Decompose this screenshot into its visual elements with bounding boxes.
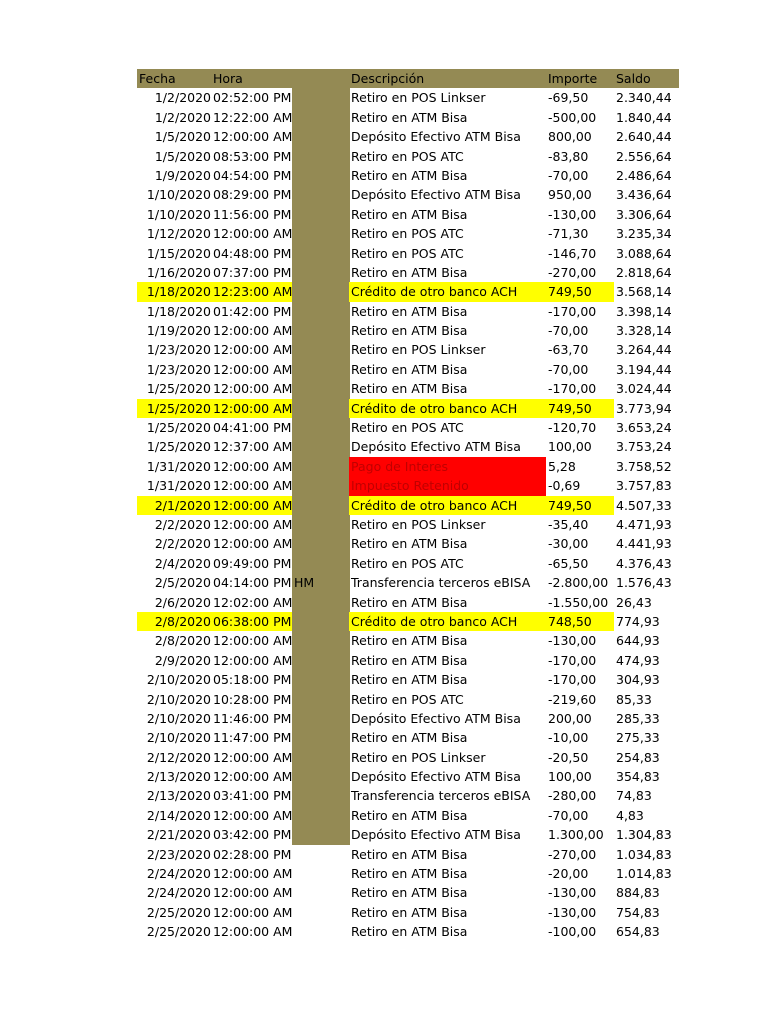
cell-saldo: 26,43 xyxy=(616,594,652,610)
cell-importe: 100,00 xyxy=(548,439,592,455)
cell-importe: -130,00 xyxy=(548,206,597,222)
cell-descripcion: Retiro en POS Linkser xyxy=(351,516,486,532)
cell-hora: 12:00:00 AM xyxy=(213,361,293,377)
table-row xyxy=(137,806,679,825)
cell-fecha: 2/1/2020 xyxy=(154,497,211,513)
table-row xyxy=(137,302,679,321)
cell-hora: 04:54:00 PM xyxy=(213,167,292,183)
cell-hora: 12:00:00 AM xyxy=(213,749,293,765)
cell-fecha: 2/24/2020 xyxy=(146,885,211,901)
header-row xyxy=(137,69,679,88)
cell-hora: 12:23:00 AM xyxy=(213,284,293,300)
cell-hora: 09:49:00 PM xyxy=(213,555,292,571)
cell-fecha: 1/25/2020 xyxy=(146,400,211,416)
cell-fecha: 2/12/2020 xyxy=(146,749,211,765)
cell-saldo: 4.507,33 xyxy=(616,497,672,513)
cell-fecha: 2/9/2020 xyxy=(154,652,211,668)
cell-hora: 12:00:00 AM xyxy=(213,478,293,494)
cell-fecha: 2/8/2020 xyxy=(154,613,211,629)
cell-saldo: 3.436,64 xyxy=(616,187,672,203)
cell-descripcion: Depósito Efectivo ATM Bisa xyxy=(351,439,521,455)
cell-descripcion: Retiro en ATM Bisa xyxy=(351,652,468,668)
cell-descripcion: Retiro en POS Linkser xyxy=(351,342,486,358)
cell-fecha: 1/15/2020 xyxy=(146,245,211,261)
cell-saldo: 3.753,24 xyxy=(616,439,672,455)
cell-saldo: 3.306,64 xyxy=(616,206,672,222)
cell-fecha: 1/10/2020 xyxy=(146,187,211,203)
cell-descripcion: Crédito de otro banco ACH xyxy=(351,497,518,513)
cell-importe: -120,70 xyxy=(548,420,597,436)
cell-descripcion: Depósito Efectivo ATM Bisa xyxy=(351,769,521,785)
cell-descripcion: Retiro en ATM Bisa xyxy=(351,361,468,377)
cell-fecha: 1/25/2020 xyxy=(146,381,211,397)
cell-saldo: 474,93 xyxy=(616,652,660,668)
cell-descripcion: Retiro en POS ATC xyxy=(351,420,464,436)
cell-saldo: 2.556,64 xyxy=(616,148,672,164)
cell-importe: -500,00 xyxy=(548,109,597,125)
cell-fecha: 2/8/2020 xyxy=(154,633,211,649)
cell-descripcion: Transferencia terceros eBISA xyxy=(351,575,531,591)
cell-fecha: 2/23/2020 xyxy=(146,846,211,862)
cell-fecha: 2/10/2020 xyxy=(146,710,211,726)
cell-saldo: 4.471,93 xyxy=(616,516,672,532)
cell-importe: -130,00 xyxy=(548,904,597,920)
cell-hora: 12:00:00 AM xyxy=(213,807,293,823)
cell-saldo: 3.194,44 xyxy=(616,361,672,377)
cell-descripcion: Crédito de otro banco ACH xyxy=(351,400,518,416)
table-row xyxy=(137,515,679,534)
cell-descripcion: Retiro en ATM Bisa xyxy=(351,594,468,610)
cell-importe: -170,00 xyxy=(548,303,597,319)
table-row xyxy=(137,903,679,922)
cell-fecha: 1/19/2020 xyxy=(146,323,211,339)
cell-fecha: 2/21/2020 xyxy=(146,827,211,843)
cell-descripcion: Retiro en ATM Bisa xyxy=(351,303,468,319)
cell-hora: 05:18:00 PM xyxy=(213,672,292,688)
cell-importe: -280,00 xyxy=(548,788,597,804)
cell-importe: -70,00 xyxy=(548,361,589,377)
cell-saldo: 3.758,52 xyxy=(616,458,672,474)
cell-saldo: 4,83 xyxy=(616,807,644,823)
cell-fecha: 2/6/2020 xyxy=(154,594,211,610)
table-row xyxy=(137,399,679,418)
header-hora: Hora xyxy=(213,71,243,86)
cell-saldo: 85,33 xyxy=(616,691,652,707)
cell-hora: 12:00:00 AM xyxy=(213,904,293,920)
cell-saldo: 2.640,44 xyxy=(616,129,672,145)
table-row xyxy=(137,728,679,747)
cell-importe: 5,28 xyxy=(548,458,576,474)
cell-hora: 12:00:00 AM xyxy=(213,516,293,532)
cell-hora: 12:00:00 AM xyxy=(213,400,293,416)
cell-descripcion: Retiro en ATM Bisa xyxy=(351,264,468,280)
table-row xyxy=(137,166,679,185)
cell-importe: -71,30 xyxy=(548,226,589,242)
cell-importe: -130,00 xyxy=(548,885,597,901)
cell-importe: -70,00 xyxy=(548,807,589,823)
table-row xyxy=(137,690,679,709)
cell-hora: 12:00:00 AM xyxy=(213,497,293,513)
cell-saldo: 3.398,14 xyxy=(616,303,672,319)
cell-importe: -69,50 xyxy=(548,90,589,106)
header-descripcion: Descripción xyxy=(351,71,425,86)
cell-importe: -170,00 xyxy=(548,672,597,688)
cell-hora: 06:38:00 PM xyxy=(213,613,292,629)
cell-descripcion: Pago de Interes xyxy=(351,458,449,474)
cell-importe: -30,00 xyxy=(548,536,589,552)
cell-hora: 12:00:00 AM xyxy=(213,342,293,358)
cell-importe: -20,00 xyxy=(548,866,589,882)
cell-descripcion: Retiro en ATM Bisa xyxy=(351,730,468,746)
table-row xyxy=(137,108,679,127)
table-row xyxy=(137,786,679,805)
cell-saldo: 3.088,64 xyxy=(616,245,672,261)
cell-saldo: 285,33 xyxy=(616,710,660,726)
table-row xyxy=(137,825,679,844)
cell-descripcion: Retiro en ATM Bisa xyxy=(351,807,468,823)
cell-importe: -10,00 xyxy=(548,730,589,746)
cell-importe: -170,00 xyxy=(548,652,597,668)
table-row xyxy=(137,185,679,204)
cell-fecha: 1/2/2020 xyxy=(154,90,211,106)
table-row xyxy=(137,767,679,786)
table-row xyxy=(137,845,679,864)
table-row xyxy=(137,554,679,573)
cell-fecha: 2/13/2020 xyxy=(146,788,211,804)
cell-fecha: 1/31/2020 xyxy=(146,478,211,494)
cell-saldo: 3.328,14 xyxy=(616,323,672,339)
cell-descripcion: Crédito de otro banco ACH xyxy=(351,284,518,300)
cell-hora: 08:29:00 PM xyxy=(213,187,292,203)
cell-fecha: 1/5/2020 xyxy=(154,148,211,164)
cell-importe: -35,40 xyxy=(548,516,589,532)
cell-saldo: 644,93 xyxy=(616,633,660,649)
cell-descripcion: Retiro en ATM Bisa xyxy=(351,672,468,688)
cell-importe: -70,00 xyxy=(548,323,589,339)
cell-fecha: 1/31/2020 xyxy=(146,458,211,474)
header-importe: Importe xyxy=(548,71,598,86)
cell-importe: -70,00 xyxy=(548,167,589,183)
cell-descripcion: Depósito Efectivo ATM Bisa xyxy=(351,187,521,203)
cell-saldo: 1.576,43 xyxy=(616,575,672,591)
cell-fecha: 1/23/2020 xyxy=(146,342,211,358)
cell-saldo: 1.304,83 xyxy=(616,827,672,843)
cell-importe: -270,00 xyxy=(548,264,597,280)
cell-saldo: 304,93 xyxy=(616,672,660,688)
table-row xyxy=(137,282,679,301)
cell-hora: 03:42:00 PM xyxy=(213,827,292,843)
cell-fecha: 2/2/2020 xyxy=(154,516,211,532)
cell-fecha: 2/10/2020 xyxy=(146,672,211,688)
cell-descripcion: Depósito Efectivo ATM Bisa xyxy=(351,129,521,145)
cell-descripcion: Retiro en POS ATC xyxy=(351,245,464,261)
cell-saldo: 3.024,44 xyxy=(616,381,672,397)
table-row xyxy=(137,670,679,689)
cell-fecha: 1/2/2020 xyxy=(154,109,211,125)
cell-saldo: 4.376,43 xyxy=(616,555,672,571)
cell-saldo: 1.014,83 xyxy=(616,866,672,882)
cell-importe: -63,70 xyxy=(548,342,589,358)
cell-hora: 12:00:00 AM xyxy=(213,924,293,940)
cell-fecha: 1/9/2020 xyxy=(154,167,211,183)
cell-saldo: 3.653,24 xyxy=(616,420,672,436)
cell-importe: -1.550,00 xyxy=(548,594,609,610)
cell-hora: 12:00:00 AM xyxy=(213,536,293,552)
cell-fecha: 1/16/2020 xyxy=(146,264,211,280)
cell-hora: 10:28:00 PM xyxy=(213,691,292,707)
cell-saldo: 754,83 xyxy=(616,904,660,920)
table-row xyxy=(137,534,679,553)
cell-saldo: 2.818,64 xyxy=(616,264,672,280)
cell-importe: -219,60 xyxy=(548,691,597,707)
table-row xyxy=(137,476,679,495)
table-row xyxy=(137,651,679,670)
cell-hora: 04:41:00 PM xyxy=(213,420,292,436)
cell-descripcion: Depósito Efectivo ATM Bisa xyxy=(351,710,521,726)
cell-hora: 02:52:00 PM xyxy=(213,90,292,106)
cell-importe: 749,50 xyxy=(548,284,592,300)
cell-hora: 01:42:00 PM xyxy=(213,303,292,319)
cell-hora: 12:00:00 AM xyxy=(213,652,293,668)
cell-descripcion: Impuesto Retenido xyxy=(351,478,469,494)
cell-fecha: 1/10/2020 xyxy=(146,206,211,222)
cell-fecha: 2/10/2020 xyxy=(146,691,211,707)
cell-hora: 12:00:00 AM xyxy=(213,323,293,339)
cell-importe: 800,00 xyxy=(548,129,592,145)
cell-importe: -65,50 xyxy=(548,555,589,571)
cell-hora: 11:47:00 PM xyxy=(213,730,292,746)
table-row xyxy=(137,360,679,379)
cell-importe: 100,00 xyxy=(548,769,592,785)
table-row xyxy=(137,612,679,631)
cell-descripcion: Retiro en POS Linkser xyxy=(351,90,486,106)
cell-fecha: 2/25/2020 xyxy=(146,904,211,920)
cell-saldo: 254,83 xyxy=(616,749,660,765)
cell-hora: 04:14:00 PM xyxy=(213,575,292,591)
table-row xyxy=(137,631,679,650)
cell-importe: -130,00 xyxy=(548,633,597,649)
cell-fecha: 1/12/2020 xyxy=(146,226,211,242)
cell-hora: 12:00:00 AM xyxy=(213,226,293,242)
cell-importe: 749,50 xyxy=(548,497,592,513)
cell-fecha: 2/13/2020 xyxy=(146,769,211,785)
cell-saldo: 2.340,44 xyxy=(616,90,672,106)
cell-fecha: 1/18/2020 xyxy=(146,284,211,300)
table-row xyxy=(137,922,679,941)
cell-hora: 12:00:00 AM xyxy=(213,885,293,901)
cell-descripcion: Retiro en ATM Bisa xyxy=(351,167,468,183)
table-row xyxy=(137,864,679,883)
cell-importe: -83,80 xyxy=(548,148,589,164)
cell-hora: 12:37:00 AM xyxy=(213,439,293,455)
table-row xyxy=(137,205,679,224)
header-saldo: Saldo xyxy=(616,71,651,86)
cell-importe: -0,69 xyxy=(548,478,581,494)
cell-fecha: 1/18/2020 xyxy=(146,303,211,319)
cell-fecha: 2/4/2020 xyxy=(154,555,211,571)
table-row xyxy=(137,883,679,902)
cell-fecha: 1/25/2020 xyxy=(146,420,211,436)
table-row xyxy=(137,496,679,515)
cell-descripcion: Transferencia terceros eBISA xyxy=(351,788,531,804)
cell-descripcion: Retiro en ATM Bisa xyxy=(351,846,468,862)
cell-importe: 200,00 xyxy=(548,710,592,726)
cell-hora: 04:48:00 PM xyxy=(213,245,292,261)
cell-hora: 12:00:00 AM xyxy=(213,458,293,474)
rows-container xyxy=(137,88,679,941)
cell-descripcion: Retiro en POS ATC xyxy=(351,226,464,242)
cell-descripcion: Depósito Efectivo ATM Bisa xyxy=(351,827,521,843)
cell-fecha: 2/2/2020 xyxy=(154,536,211,552)
table-row xyxy=(137,321,679,340)
table-row xyxy=(137,709,679,728)
table-row xyxy=(137,244,679,263)
cell-fecha: 1/5/2020 xyxy=(154,129,211,145)
cell-importe: -146,70 xyxy=(548,245,597,261)
cell-importe: 950,00 xyxy=(548,187,592,203)
cell-importe: -2.800,00 xyxy=(548,575,609,591)
cell-descripcion: Retiro en ATM Bisa xyxy=(351,924,468,940)
table-row xyxy=(137,224,679,243)
cell-descripcion: Retiro en ATM Bisa xyxy=(351,206,468,222)
cell-descripcion: Retiro en POS ATC xyxy=(351,691,464,707)
cell-hora: 02:28:00 PM xyxy=(213,846,292,862)
cell-hora: 07:37:00 PM xyxy=(213,264,292,280)
cell-importe: 748,50 xyxy=(548,613,592,629)
cell-saldo: 275,33 xyxy=(616,730,660,746)
cell-importe: -270,00 xyxy=(548,846,597,862)
table-row xyxy=(137,437,679,456)
table-row xyxy=(137,457,679,476)
table-row xyxy=(137,748,679,767)
header-fecha: Fecha xyxy=(139,71,176,86)
cell-note: HM xyxy=(294,575,315,591)
cell-descripcion: Retiro en ATM Bisa xyxy=(351,536,468,552)
cell-hora: 03:41:00 PM xyxy=(213,788,292,804)
table-row xyxy=(137,573,679,592)
cell-hora: 12:00:00 AM xyxy=(213,633,293,649)
transactions-sheet xyxy=(137,69,679,942)
cell-fecha: 2/14/2020 xyxy=(146,807,211,823)
cell-saldo: 3.264,44 xyxy=(616,342,672,358)
cell-hora: 11:56:00 PM xyxy=(213,206,292,222)
cell-descripcion: Crédito de otro banco ACH xyxy=(351,613,518,629)
cell-hora: 12:00:00 AM xyxy=(213,769,293,785)
table-row xyxy=(137,418,679,437)
cell-saldo: 3.757,83 xyxy=(616,478,672,494)
table-row xyxy=(137,263,679,282)
cell-saldo: 654,83 xyxy=(616,924,660,940)
cell-importe: -100,00 xyxy=(548,924,597,940)
cell-saldo: 3.773,94 xyxy=(616,400,672,416)
table-row xyxy=(137,88,679,107)
cell-saldo: 354,83 xyxy=(616,769,660,785)
cell-descripcion: Retiro en ATM Bisa xyxy=(351,109,468,125)
cell-fecha: 2/5/2020 xyxy=(154,575,211,591)
cell-importe: 749,50 xyxy=(548,400,592,416)
cell-hora: 12:00:00 AM xyxy=(213,381,293,397)
cell-descripcion: Retiro en ATM Bisa xyxy=(351,381,468,397)
cell-fecha: 2/10/2020 xyxy=(146,730,211,746)
cell-hora: 12:02:00 AM xyxy=(213,594,293,610)
cell-hora: 12:22:00 AM xyxy=(213,109,293,125)
cell-descripcion: Retiro en POS ATC xyxy=(351,148,464,164)
table-row xyxy=(137,593,679,612)
cell-saldo: 1.840,44 xyxy=(616,109,672,125)
cell-hora: 11:46:00 PM xyxy=(213,710,292,726)
cell-saldo: 1.034,83 xyxy=(616,846,672,862)
cell-saldo: 3.235,34 xyxy=(616,226,672,242)
cell-saldo: 2.486,64 xyxy=(616,167,672,183)
cell-descripcion: Retiro en ATM Bisa xyxy=(351,633,468,649)
cell-descripcion: Retiro en ATM Bisa xyxy=(351,904,468,920)
cell-descripcion: Retiro en ATM Bisa xyxy=(351,866,468,882)
cell-fecha: 2/25/2020 xyxy=(146,924,211,940)
cell-hora: 12:00:00 AM xyxy=(213,866,293,882)
table-row xyxy=(137,340,679,359)
table-row xyxy=(137,147,679,166)
cell-descripcion: Retiro en POS Linkser xyxy=(351,749,486,765)
cell-saldo: 3.568,14 xyxy=(616,284,672,300)
cell-importe: 1.300,00 xyxy=(548,827,604,843)
cell-hora: 08:53:00 PM xyxy=(213,148,292,164)
cell-descripcion: Retiro en ATM Bisa xyxy=(351,885,468,901)
cell-fecha: 1/25/2020 xyxy=(146,439,211,455)
cell-saldo: 74,83 xyxy=(616,788,652,804)
cell-saldo: 774,93 xyxy=(616,613,660,629)
cell-importe: -20,50 xyxy=(548,749,589,765)
cell-descripcion: Retiro en POS ATC xyxy=(351,555,464,571)
cell-fecha: 1/23/2020 xyxy=(146,361,211,377)
table-row xyxy=(137,127,679,146)
cell-descripcion: Retiro en ATM Bisa xyxy=(351,323,468,339)
cell-saldo: 884,83 xyxy=(616,885,660,901)
cell-hora: 12:00:00 AM xyxy=(213,129,293,145)
cell-fecha: 2/24/2020 xyxy=(146,866,211,882)
cell-saldo: 4.441,93 xyxy=(616,536,672,552)
cell-importe: -170,00 xyxy=(548,381,597,397)
table-row xyxy=(137,379,679,398)
